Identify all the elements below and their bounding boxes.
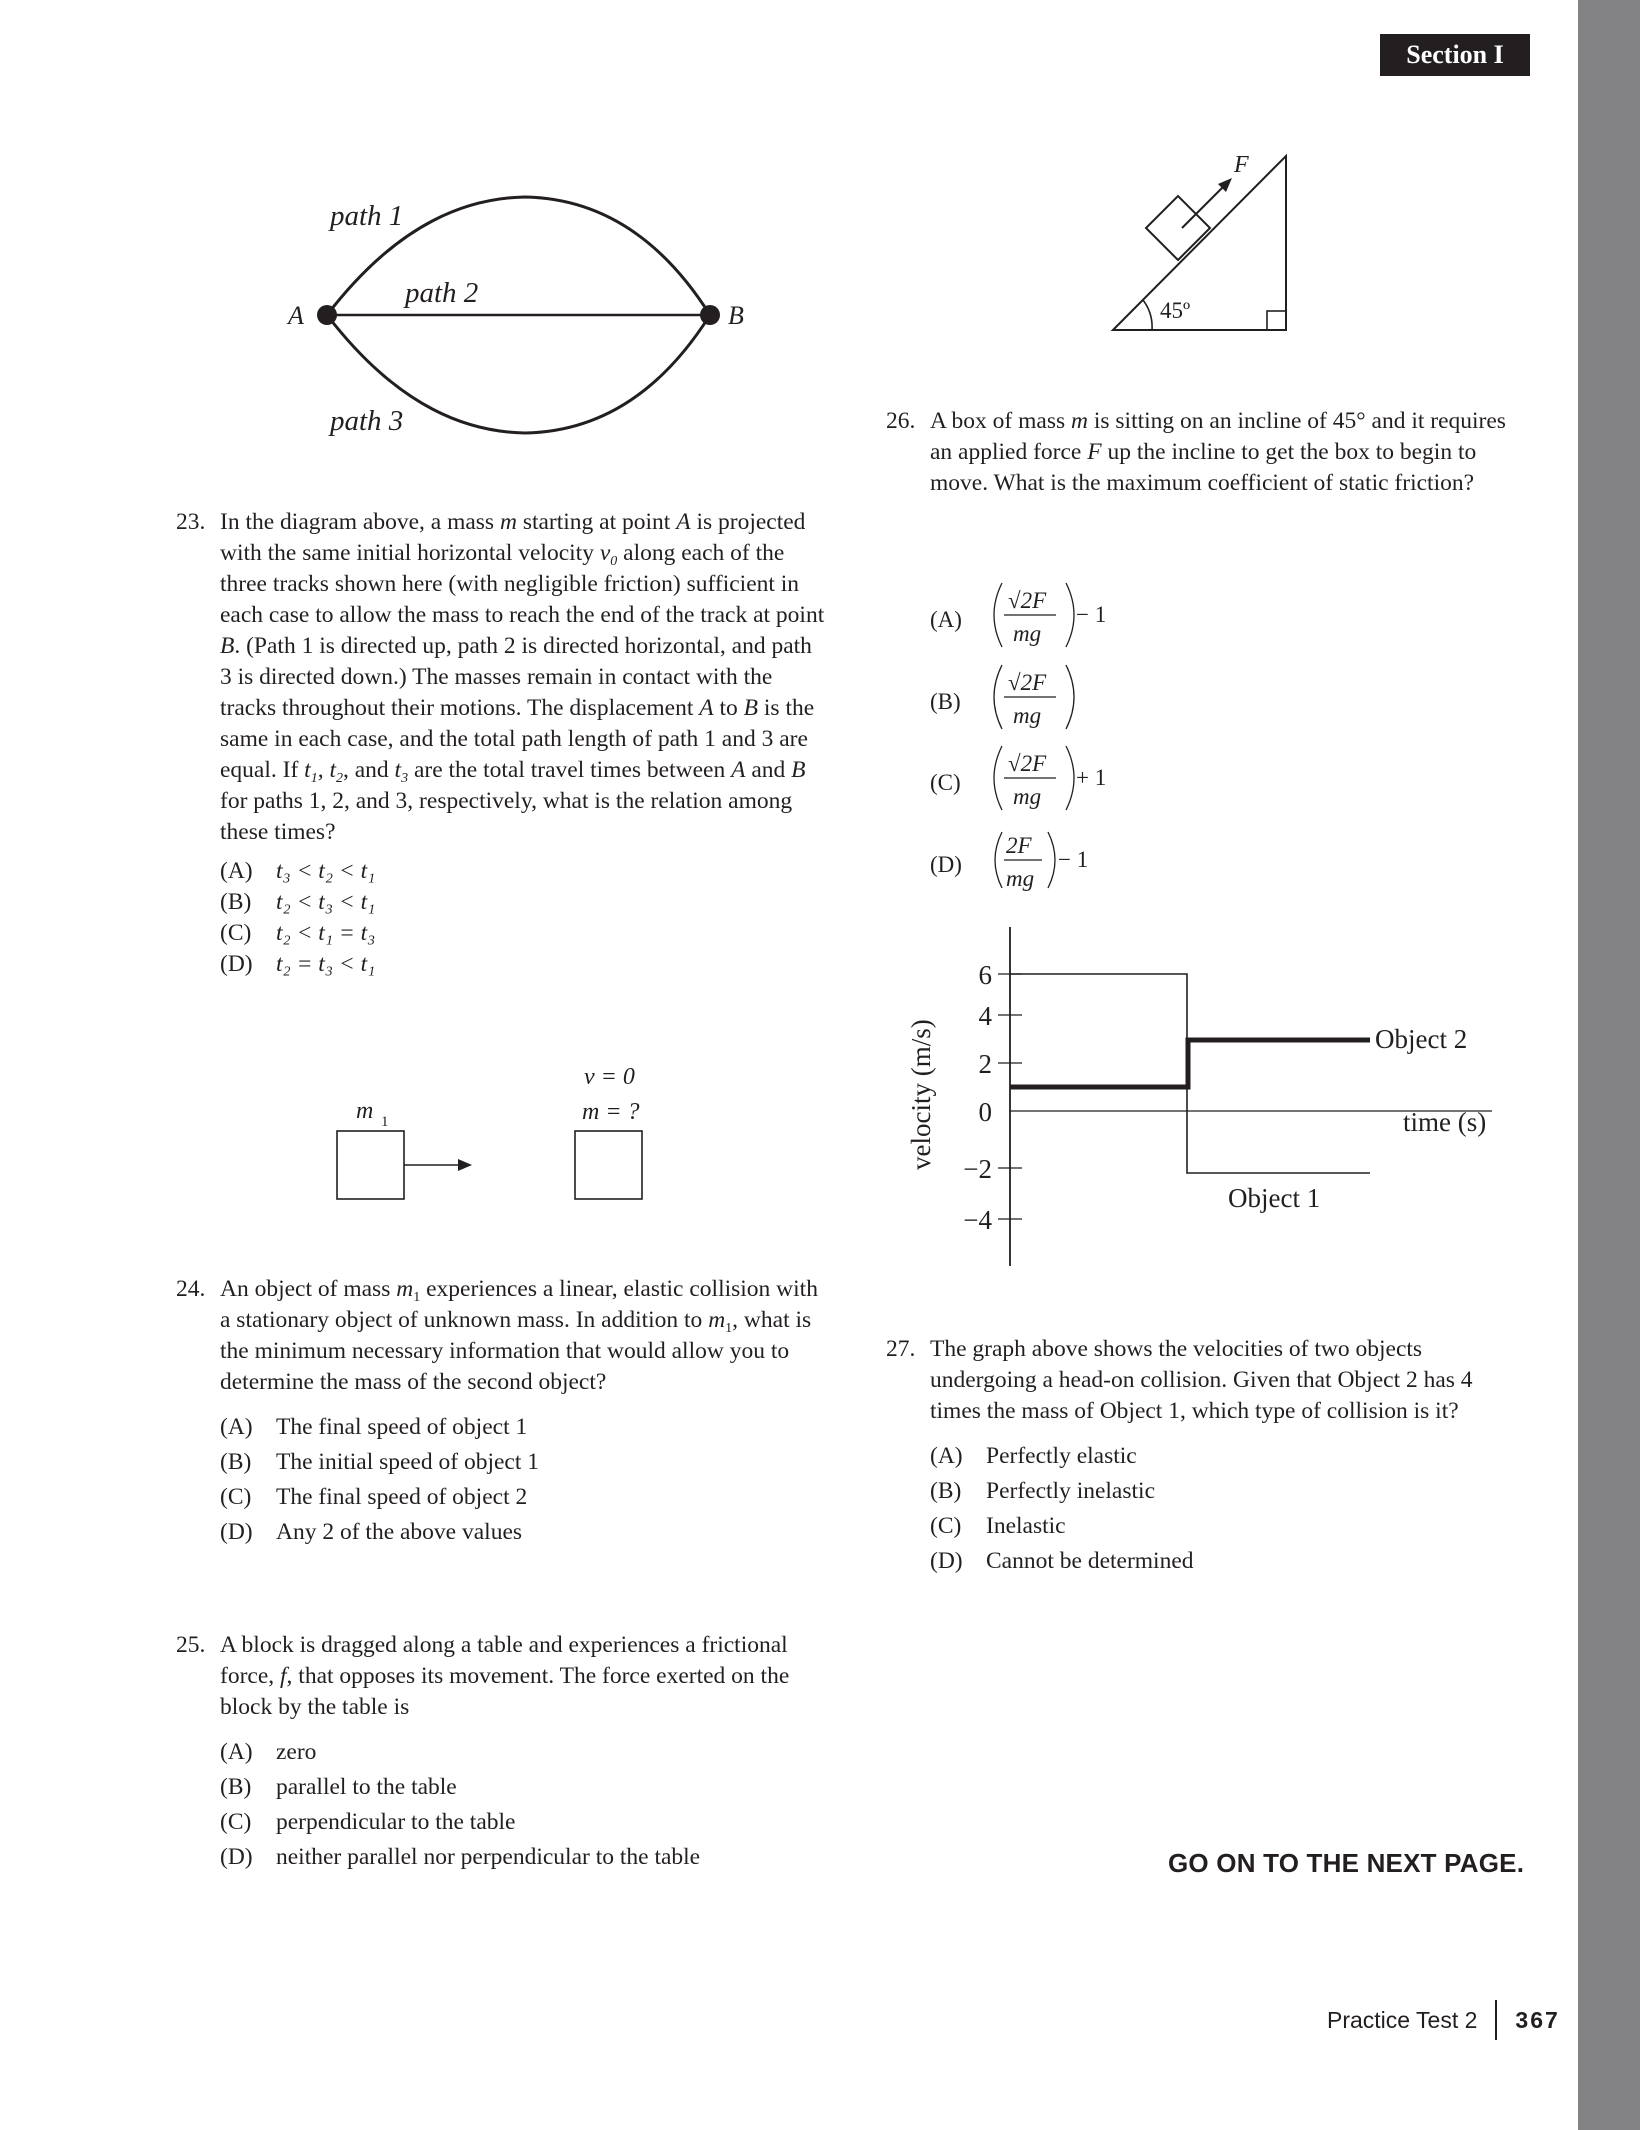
choice-d[interactable]: (D) Any 2 of the above values	[220, 1519, 523, 1545]
svg-text:4: 4	[978, 1001, 992, 1031]
svg-text:(C): (C)	[930, 770, 961, 795]
choice-a[interactable]: (A) zero	[220, 1739, 317, 1765]
choice-b[interactable]: (B) Perfectly inelastic	[930, 1478, 1155, 1504]
choice-a[interactable]	[930, 583, 1106, 647]
paths-diagram	[280, 180, 780, 450]
svg-text:√2F: √2F	[1008, 588, 1047, 613]
svg-text:(D): (D)	[930, 852, 962, 877]
svg-text:−2: −2	[963, 1154, 992, 1184]
svg-text:mg: mg	[1006, 866, 1035, 891]
choice-d[interactable]: (D) Cannot be determined	[930, 1548, 1194, 1574]
y-axis-label: velocity (m/s)	[906, 1019, 936, 1170]
unknown-mass-label: m = ?	[582, 1099, 640, 1125]
question-23	[176, 507, 826, 980]
test-name: Practice Test 2	[1327, 2006, 1478, 2033]
choice-list	[220, 856, 826, 980]
svg-text:6: 6	[978, 960, 992, 990]
svg-text:2F: 2F	[1006, 833, 1032, 858]
question-27	[886, 1334, 1526, 1579]
choice-list	[930, 1439, 1526, 1579]
question-text: A block is dragged along a table and experiences a frictional force, f, that opposes its movement. The force exerted on the block by the table is	[220, 1632, 790, 1720]
svg-text:−4: −4	[963, 1205, 992, 1235]
question-24	[176, 1274, 826, 1550]
choice-b[interactable]	[930, 665, 1074, 729]
question-number: 25.	[176, 1632, 206, 1658]
choice-c[interactable]: (C) t₂ < t₁ = t₃	[220, 920, 376, 946]
svg-text:mg: mg	[1013, 621, 1042, 646]
svg-text:2: 2	[978, 1049, 992, 1079]
choice-d[interactable]: (D) t₂ = t₃ < t₁	[220, 951, 376, 977]
object-1-label: Object 1	[1228, 1183, 1321, 1213]
question-text: The graph above shows the velocities of two objects undergoing a head-on collision. Given that Object 2 has 4 times the mass of Object 1, which type of collision is it?	[930, 1336, 1473, 1424]
go-on-instruction: GO ON TO THE NEXT PAGE.	[1168, 1848, 1525, 1878]
svg-text:+ 1: + 1	[1076, 765, 1107, 790]
svg-text:0: 0	[978, 1097, 992, 1127]
path3-label: path 3	[330, 405, 404, 437]
page-edge-tab	[1578, 0, 1640, 2130]
svg-text:√2F: √2F	[1008, 751, 1047, 776]
question-number: 26.	[886, 408, 916, 434]
question-number: 24.	[176, 1276, 206, 1302]
object-2-series	[1010, 1040, 1370, 1087]
svg-text:mg: mg	[1013, 703, 1042, 728]
section-badge	[1380, 34, 1530, 76]
m1-subscript: 1	[381, 1114, 389, 1130]
svg-text:(A): (A)	[930, 607, 962, 632]
point-a-label: A	[288, 301, 304, 330]
choice-d[interactable]	[930, 832, 1088, 891]
question-text: In the diagram above, a mass m starting at point A is projected with the same initial horizontal velocity $v_0$ along each of the three tracks shown here (with negligible friction) sufficient in each case to allow the mass to reach the end of the track at point B. (Path 1 is directed up, path 2 is directed horizontal, and path 3 is directed down.) The masses remain in contact with the tracks throughout their motions. The displacement A to B is the same in each case, and the total path length of path 1 and 3 are equal. If $t_1$, $t_2$, and $t_3$ are the total travel times between A and B for paths 1, 2, and 3, respectively, what is the relation among these times?	[220, 509, 825, 845]
choice-c[interactable]: (C) perpendicular to the table	[220, 1809, 516, 1835]
choice-a[interactable]: (A) t₃ < t₂ < t₁	[220, 858, 376, 884]
path1-label: path 1	[330, 200, 404, 232]
choice-c[interactable]: (C) Inelastic	[930, 1513, 1066, 1539]
incline-diagram	[1100, 140, 1320, 340]
choice-a[interactable]: (A) The final speed of object 1	[220, 1414, 528, 1440]
choice-c[interactable]	[930, 746, 1106, 810]
footer-divider	[1495, 2000, 1497, 2040]
choice-list	[220, 1735, 826, 1875]
question-25	[176, 1630, 826, 1875]
choice-b[interactable]: (B) The initial speed of object 1	[220, 1449, 539, 1475]
force-label: F	[1234, 152, 1249, 178]
choice-list	[220, 1410, 826, 1550]
choice-c[interactable]: (C) The final speed of object 2	[220, 1484, 528, 1510]
collision-diagram	[330, 1060, 670, 1210]
question-number: 23.	[176, 509, 206, 535]
path2-label: path 2	[405, 277, 479, 309]
svg-text:mg: mg	[1013, 784, 1042, 809]
svg-text:− 1: − 1	[1076, 602, 1107, 627]
section-label: Section I	[1406, 40, 1504, 69]
choice-a[interactable]: (A) Perfectly elastic	[930, 1443, 1137, 1469]
point-b-label: B	[728, 301, 744, 330]
page-footer	[1327, 2000, 1560, 2040]
svg-text:(B): (B)	[930, 689, 961, 714]
page-number: 367	[1515, 2006, 1560, 2033]
question-text: A box of mass m is sitting on an incline of 45° and it requires an applied force F up the incline to get the box to begin to move. What is the maximum coefficient of static friction?	[930, 408, 1506, 496]
v-zero-label: v = 0	[584, 1064, 635, 1090]
object-2-label: Object 2	[1375, 1024, 1468, 1054]
question-text: An object of mass $m_1$ experiences a linear, elastic collision with a stationary object of unknown mass. In addition to $m_1$, what is the minimum necessary information that would allow you to determine the mass of the second object?	[220, 1276, 818, 1395]
choice-b[interactable]: (B) t₂ < t₃ < t₁	[220, 889, 376, 915]
question-26	[886, 406, 1526, 499]
question-number: 27.	[886, 1336, 916, 1362]
y-tick-labels	[963, 960, 992, 1235]
svg-text:√2F: √2F	[1008, 670, 1047, 695]
svg-text:− 1: − 1	[1058, 847, 1089, 872]
angle-label: 45º	[1160, 298, 1191, 323]
choice-d[interactable]: (D) neither parallel nor perpendicular to the table	[220, 1844, 701, 1870]
m1-label: m	[356, 1098, 374, 1124]
velocity-time-chart	[880, 920, 1520, 1270]
x-axis-label: time (s)	[1403, 1107, 1487, 1137]
question-26-choices	[920, 575, 1160, 915]
choice-b[interactable]: (B) parallel to the table	[220, 1774, 457, 1800]
